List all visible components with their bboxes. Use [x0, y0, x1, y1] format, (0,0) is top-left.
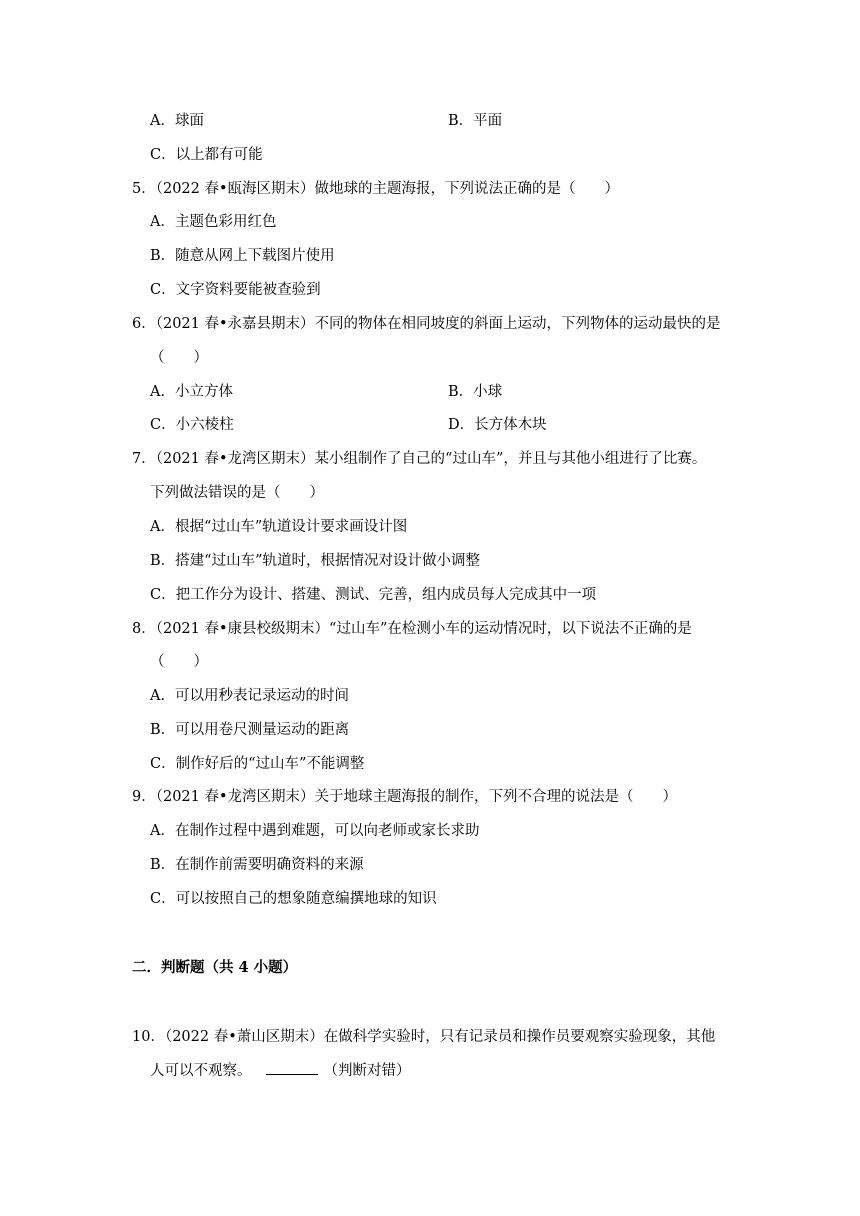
q9-stem: 9．（2021 春•龙湾区期末）关于地球主题海报的制作，下列不合理的说法是（ ）: [132, 789, 678, 805]
section-heading-judgment: 二．判断题（共 4 小题）: [132, 959, 298, 976]
q7-stem-line2: 下列做法错误的是（ ）: [150, 485, 324, 501]
q6-option-c: C．小六棱柱: [150, 417, 234, 433]
q9-option-c: C．可以按照自己的想象随意编撰地球的知识: [150, 891, 437, 907]
q6-stem-line1: 6．（2021 春•永嘉县期末）不同的物体在相同坡度的斜面上运动，下列物体的运动最快的是: [132, 316, 721, 332]
q7-option-b: B．搭建“过山车”轨道时，根据情况对设计做小调整: [150, 553, 480, 569]
q6-option-a: A．小立方体: [150, 384, 233, 400]
q5-option-a: A．主题色彩用红色: [150, 214, 277, 230]
q8-option-a: A．可以用秒表记录运动的时间: [150, 688, 349, 704]
q10-suffix: （判断对错）: [323, 1063, 411, 1079]
q4-option-a: A．球面: [150, 113, 204, 129]
q10-stem-line2: 人可以不观察。: [150, 1063, 252, 1079]
q10-answer-blank[interactable]: [266, 1060, 318, 1075]
q7-option-c: C．把工作分为设计、搭建、测试、完善，组内成员每人完成其中一项: [150, 587, 597, 603]
q7-stem-line1: 7．（2021 春•龙湾区期末）某小组制作了自己的“过山车”，并且与其他小组进行了比赛。: [132, 451, 707, 467]
q5-option-c: C．文字资料要能被查验到: [150, 282, 321, 298]
q8-option-c: C．制作好后的“过山车”不能调整: [150, 756, 365, 772]
q7-option-a: A．根据“过山车”轨道设计要求画设计图: [150, 519, 408, 535]
q9-option-b: B．在制作前需要明确资料的来源: [150, 857, 364, 873]
q4-option-b: B．平面: [448, 113, 503, 129]
q6-option-b: B．小球: [448, 384, 503, 400]
q6-option-d: D．长方体木块: [448, 417, 547, 433]
q9-option-a: A．在制作过程中遇到难题，可以向老师或家长求助: [150, 823, 480, 839]
q8-stem-line1: 8．（2021 春•康县校级期末）“过山车”在检测小车的运动情况时，以下说法不正确的是: [132, 621, 692, 637]
q8-option-b: B．可以用卷尺测量运动的距离: [150, 722, 350, 738]
q4-option-c: C．以上都有可能: [150, 147, 263, 163]
q8-stem-line2: （ ）: [150, 654, 208, 670]
q10-stem-line1: 10．（2022 春•萧山区期末）在做科学实验时，只有记录员和操作员要观察实验现象，其他: [132, 1029, 716, 1045]
q6-stem-line2: （ ）: [150, 350, 208, 366]
q10-stem-line2-row: [150, 1060, 411, 1081]
q5-stem: 5．（2022 春•瓯海区期末）做地球的主题海报，下列说法正确的是（ ）: [132, 181, 620, 197]
q5-option-b: B．随意从网上下载图片使用: [150, 248, 335, 264]
